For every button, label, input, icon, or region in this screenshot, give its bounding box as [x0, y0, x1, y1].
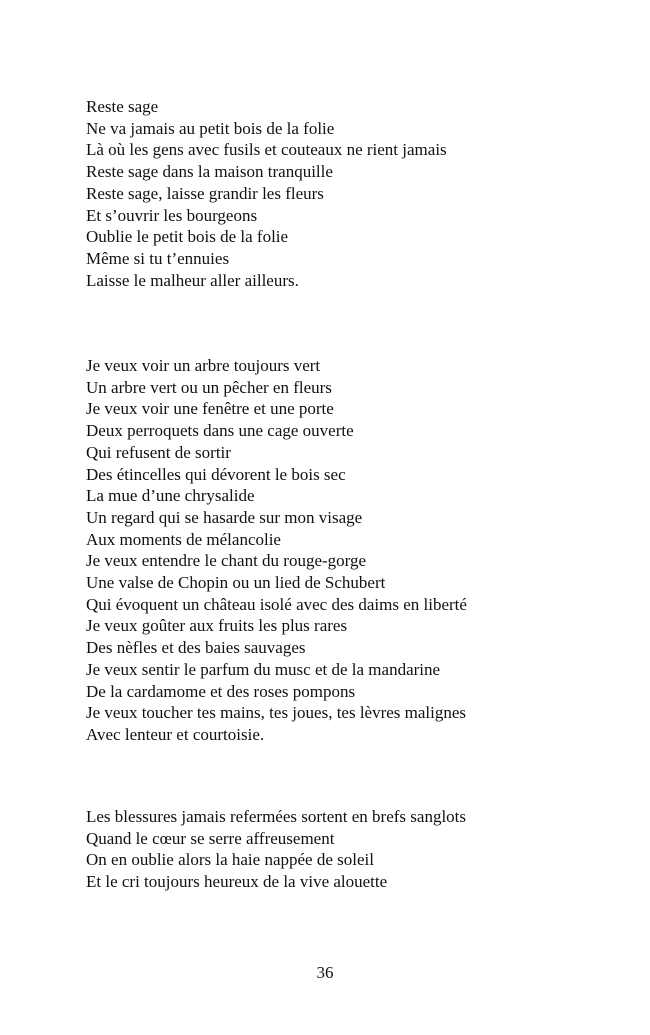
poem-line: Même si tu t’ennuies: [86, 248, 230, 268]
poem-line: Je veux voir une fenêtre et une porte: [86, 399, 334, 419]
poem-line: Et s’ouvrir les bourgeons: [86, 205, 258, 225]
poem-line: La mue d’une chrysalide: [86, 486, 255, 506]
poem-line: Je veux goûter aux fruits les plus rares: [86, 616, 348, 636]
poem-line: Des étincelles qui dévorent le bois sec: [86, 464, 346, 484]
poem-line: Et le cri toujours heureux de la vive alouette: [86, 872, 388, 892]
poem-line: Avec lenteur et courtoisie.: [86, 724, 265, 744]
poem-line: De la cardamome et des roses pompons: [86, 681, 356, 701]
poem-line: Des nèfles et des baies sauvages: [86, 638, 306, 658]
poem-line: Qui évoquent un château isolé avec des daims en liberté: [86, 594, 467, 614]
poem-line: Laisse le malheur aller ailleurs.: [86, 270, 299, 290]
poem-line: Les blessures jamais refermées sortent en brefs sanglots: [86, 807, 467, 826]
poem-line: Reste sage dans la maison tranquille: [86, 162, 333, 182]
poem-line: Reste sage, laisse grandir les fleurs: [86, 183, 324, 203]
poem-line: Ne va jamais au petit bois de la folie: [86, 118, 335, 138]
stanza-3: [86, 806, 466, 893]
poem-line: Aux moments de mélancolie: [86, 529, 281, 549]
poem-line: Qui refusent de sortir: [86, 442, 231, 462]
poem-line: Je veux voir un arbre toujours vert: [86, 356, 321, 375]
poem-line: Je veux toucher tes mains, tes joues, tes lèvres malignes: [86, 703, 467, 723]
poem-line: Deux perroquets dans une cage ouverte: [86, 421, 354, 441]
poem-line: Je veux sentir le parfum du musc et de la mandarine: [86, 659, 441, 679]
poem-line: Je veux entendre le chant du rouge-gorge: [86, 551, 367, 571]
poem-line: Reste sage: [86, 97, 159, 116]
poem-line: Une valse de Chopin ou un lied de Schubert: [86, 573, 386, 593]
poem-line: Là où les gens avec fusils et couteaux ne rient jamais: [86, 140, 447, 160]
page-number: 36: [316, 963, 334, 982]
poem-line: Un arbre vert ou un pêcher en fleurs: [86, 377, 332, 397]
stanza-1: [86, 96, 447, 291]
poem-line: Oublie le petit bois de la folie: [86, 227, 289, 247]
poem-line: Quand le cœur se serre affreusement: [86, 828, 335, 848]
poem-line: Un regard qui se hasarde sur mon visage: [86, 507, 363, 527]
poem-line: On en oublie alors la haie nappée de soleil: [86, 850, 374, 870]
stanza-2: [86, 355, 467, 746]
